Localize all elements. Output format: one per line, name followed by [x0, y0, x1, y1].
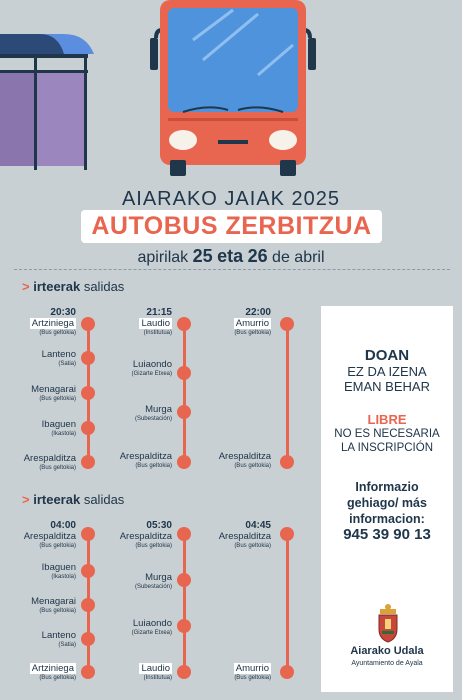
stop-label: Luiaondo (Gizarte Etxea): [131, 359, 172, 377]
more-line1: Informazio: [355, 480, 419, 494]
stop-dot: [81, 455, 95, 469]
stop-dot: [280, 317, 294, 331]
stop-label: 21:15 Laudio (Institutua): [141, 307, 172, 336]
stop-dot: [177, 405, 191, 419]
arrow-icon: >: [22, 492, 30, 507]
label-bold: irteerak: [33, 279, 81, 294]
route-line: [183, 324, 186, 462]
more-info: [321, 479, 453, 527]
section2-title: [22, 492, 124, 507]
stop-dot: [81, 351, 95, 365]
route-line: [286, 324, 289, 462]
libre-line2: LA INSCRIPCIÓN: [340, 442, 434, 454]
stop-dot: [81, 386, 95, 400]
stop-dot: [177, 455, 191, 469]
stop-dot: [280, 527, 294, 541]
section1-title: [22, 279, 124, 294]
phone-number[interactable]: 945 39 90 13: [343, 526, 431, 543]
stop-label: Murga (Subestación): [134, 404, 172, 422]
libre-line1: NO ES NECESARIA: [334, 428, 440, 440]
stop-dot: [81, 665, 95, 679]
date-26: 26: [247, 246, 268, 266]
dates-pre: apirilak: [137, 249, 189, 266]
stop-dot: [81, 632, 95, 646]
event-dates: [0, 246, 462, 267]
stop-label: Ibaguen (Ikastola): [41, 419, 76, 437]
dates-mid: eta: [217, 246, 244, 266]
stop-label: Luiaondo (Gizarte Etxea): [131, 618, 172, 636]
stop-dot: [81, 564, 95, 578]
stop-label: Amurrio (Bus geltokia): [234, 663, 271, 681]
stop-dot: [177, 317, 191, 331]
bus-shelter-illustration: [0, 0, 110, 175]
stop-label: Laudio (Institutua): [141, 663, 172, 681]
stop-dot: [81, 527, 95, 541]
arrow-icon: >: [22, 279, 30, 294]
libre-text: [321, 427, 453, 455]
label-bold: irteerak: [33, 492, 81, 507]
org-name-es: Ayuntamiento de Ayala: [351, 660, 423, 667]
org-name: Aiarako Udala: [350, 645, 424, 657]
stop-label: 04:45 Arespalditza (Bus geltokia): [218, 520, 271, 549]
stop-dot: [81, 317, 95, 331]
divider: [14, 269, 450, 270]
label-rest: salidas: [83, 492, 125, 507]
stop-label: Arespalditza (Bus geltokia): [23, 453, 76, 471]
stop-label: Menagarai (Bus geltokia): [31, 596, 76, 614]
date-25: 25: [192, 246, 213, 266]
more-line2: gehiago/ más: [347, 496, 427, 510]
libre-title: LIBRE: [367, 412, 407, 427]
event-title: AIARAKO JAIAK 2025: [121, 188, 341, 210]
free-text: [321, 364, 453, 394]
stop-label: 20:30 Artziniega (Bus geltokia): [31, 307, 76, 336]
stop-dot: [280, 665, 294, 679]
stop-dot: [177, 665, 191, 679]
label-rest: salidas: [83, 279, 125, 294]
stop-dot: [177, 619, 191, 633]
stop-label: 22:00 Amurrio (Bus geltokia): [234, 307, 271, 336]
stop-dot: [81, 421, 95, 435]
free-line2: EMAN BEHAR: [344, 379, 430, 394]
free-line1: EZ DA IZENA: [347, 364, 427, 379]
dates-post: de abril: [272, 249, 325, 266]
free-title: DOAN: [364, 347, 410, 364]
stop-label: Lanteno (Satia): [41, 630, 76, 648]
route-line: [183, 534, 186, 669]
stop-label: Lanteno (Satia): [41, 349, 76, 367]
stop-dot: [280, 455, 294, 469]
coat-of-arms-icon: [374, 603, 402, 643]
stop-label: 04:00 Arespalditza (Bus geltokia): [23, 520, 76, 549]
route-line: [286, 534, 289, 669]
stop-label: Arespalditza (Bus geltokia): [218, 451, 271, 469]
stop-dot: [177, 366, 191, 380]
stop-label: Arespalditza (Bus geltokia): [119, 451, 172, 469]
stop-label: Ibaguen (Ikastola): [41, 562, 76, 580]
stop-dot: [177, 527, 191, 541]
stop-dot: [177, 573, 191, 587]
service-title: AUTOBUS ZERBITZUA: [91, 212, 372, 240]
stop-label: 05:30 Arespalditza (Bus geltokia): [119, 520, 172, 549]
bus-illustration: [148, 0, 318, 180]
stop-label: Artziniega (Bus geltokia): [31, 663, 76, 681]
stop-label: Murga (Subestación): [134, 572, 172, 590]
more-line3: informacion:: [349, 512, 425, 526]
stop-dot: [81, 598, 95, 612]
stop-label: Menagarai (Bus geltokia): [31, 384, 76, 402]
